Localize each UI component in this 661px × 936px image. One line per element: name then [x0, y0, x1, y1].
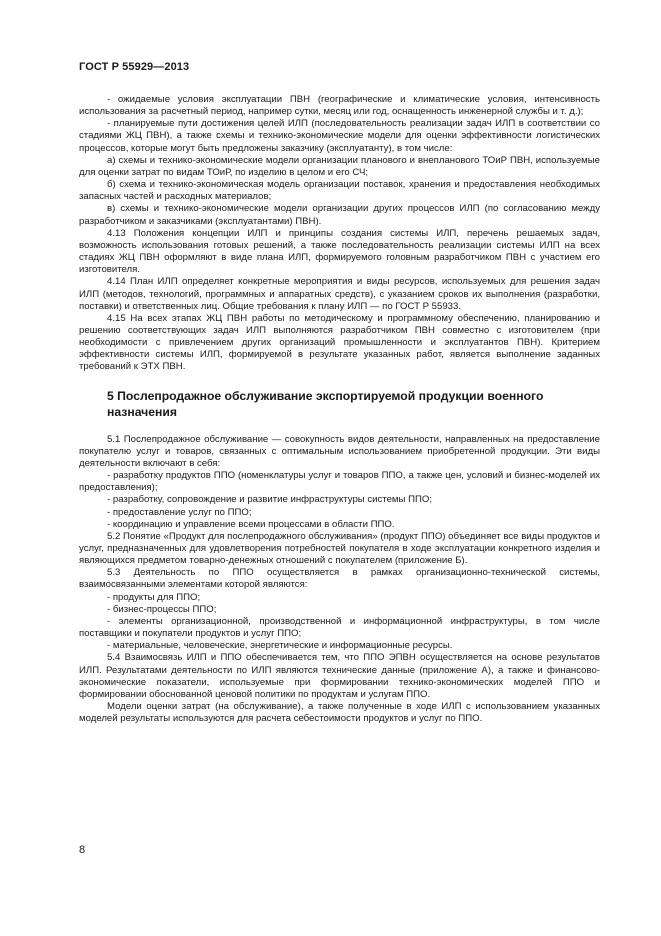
- list-item: - разработку, сопровождение и развитие инфраструктуры системы ППО;: [107, 494, 432, 506]
- list-item: - бизнес-процессы ППО;: [107, 603, 217, 615]
- sub-item-v: в) схемы и технико-экономические модели организации других процессов ИЛП (по согласованию между разработчиком и заказчиками (эксплуатантами) ПВН).: [79, 203, 600, 227]
- clause-5-3: 5.3 Деятельность по ППО осуществляется в рамках организационно-технической системы, взаимосвязанными элементами которой являются:: [79, 567, 600, 591]
- clause-5-4: 5.4 Взаимосвязь ИЛП и ППО обеспечивается тем, что ППО ЭПВН осуществляется на основе результатов ИЛП. Результатами деятельности по ИЛП являются технические данные (приложение А), а также и финансово-экономические показатели, используемые при формировании технико-экономических моделей ППО и формировании обоснованной ценовой политики по продуктам и услугам ППО.: [79, 652, 600, 700]
- clause-4-15: 4.15 На всех этапах ЖЦ ПВН работы по методическому и программному обеспечению, планированию и решению соответствующих задач ИЛП выполняются разработчиком ПВН совместно с изготовителем (при необходимости с привлечением других организаций промышленности и эксплуатантов ПВН). Критерием эффективности системы ИЛП, формируемой в результате указанных работ, является выполнение заданных требований к ЭТХ ПВН.: [79, 312, 600, 373]
- page-number: 8: [79, 844, 86, 856]
- sub-item-a: а) схемы и технико-экономические модели организации планового и внепланового ТОиР ПВН, используемые для оценки затрат по видам ТОиР, по изделию в целом и его СЧ;: [79, 154, 600, 178]
- list-item: - разработку продуктов ППО (номенклатуры услуг и товаров ППО, а также цен, условий и бизнес-моделей их предоставления);: [79, 470, 600, 494]
- document-body: [79, 94, 600, 725]
- paragraph-cost-models: Модели оценки затрат (на обслуживание), а также полученные в ходе ИЛП с использованием указанных моделей результаты используются для расчета себестоимости продуктов и услуг по ППО.: [79, 701, 600, 725]
- clause-4-14: 4.14 План ИЛП определяет конкретные мероприятия и виды ресурсов, используемых для решения задач ИЛП (методов, технологий, программных и аппаратных средств), с указанием сроков их выполнения (разработки, поставки) и ответственных лиц. Общие требования к плану ИЛП — по ГОСТ Р 55933.: [79, 276, 600, 312]
- section-5-heading: 5 Послепродажное обслуживание экспортируемой продукции военного назначения: [107, 388, 544, 419]
- list-item: - координацию и управление всеми процессами в области ППО.: [107, 518, 395, 530]
- list-item: - элементы организационной, производственной и информационной инфраструктуры, в том числе поставщики и покупатели продуктов и услуг ППО;: [79, 615, 600, 640]
- document-header: ГОСТ Р 55929—2013: [79, 61, 190, 73]
- sub-item-b: б) схема и технико-экономическая модель организации поставок, хранения и предоставления необходимых запасных частей и расходных материалов;: [79, 179, 600, 203]
- list-item: - продукты для ППО;: [107, 591, 201, 603]
- list-item-operating-conditions: - ожидаемые условия эксплуатации ПВН (географические и климатические условия, интенсивность использования за расчетный период, например сутки, месяц или год, оснащенность инженерной службы и т. д.);: [79, 94, 600, 118]
- clause-5-1: 5.1 Послепродажное обслуживание — совокупность видов деятельности, направленных на предоставление покупателю услуг и товаров, связанных с оптимальным использованием приобретенной продукции. Эти виды деятельности включают в себя:: [79, 433, 600, 469]
- clause-4-13: 4.13 Положения концепции ИЛП и принципы создания системы ИЛП, перечень решаемых задач, возможность использования готовых решений, а также последовательность реализации системы ИЛП на всех стадиях ЖЦ ПВН оформляют в виде плана ИЛП, формируемого головным разработчиком ПВН с участием его изготовителя.: [79, 227, 600, 276]
- list-item: - предоставление услуг по ППО;: [107, 506, 252, 518]
- list-item: - материальные, человеческие, энергетические и информационные ресурсы.: [107, 640, 453, 652]
- list-item-planned-paths: - планируемые пути достижения целей ИЛП (последовательность реализации задач ИЛП в соответствии со стадиями ЖЦ ПВН), а также схемы и технико-экономические модели для оценки эффективности логистических процессов, которые могут быть предложены заказчику (эксплуатанту), в том числе:: [79, 118, 600, 154]
- clause-5-2: 5.2 Понятие «Продукт для послепродажного обслуживания» (продукт ППО) объединяет все виды продуктов и услуг, предназначенных для удовлетворения потребностей покупателя в ходе эксплуатации конкретного изделия и являющихся предметом товарно-денежных отношений с покупателем (приложение Б).: [79, 530, 600, 567]
